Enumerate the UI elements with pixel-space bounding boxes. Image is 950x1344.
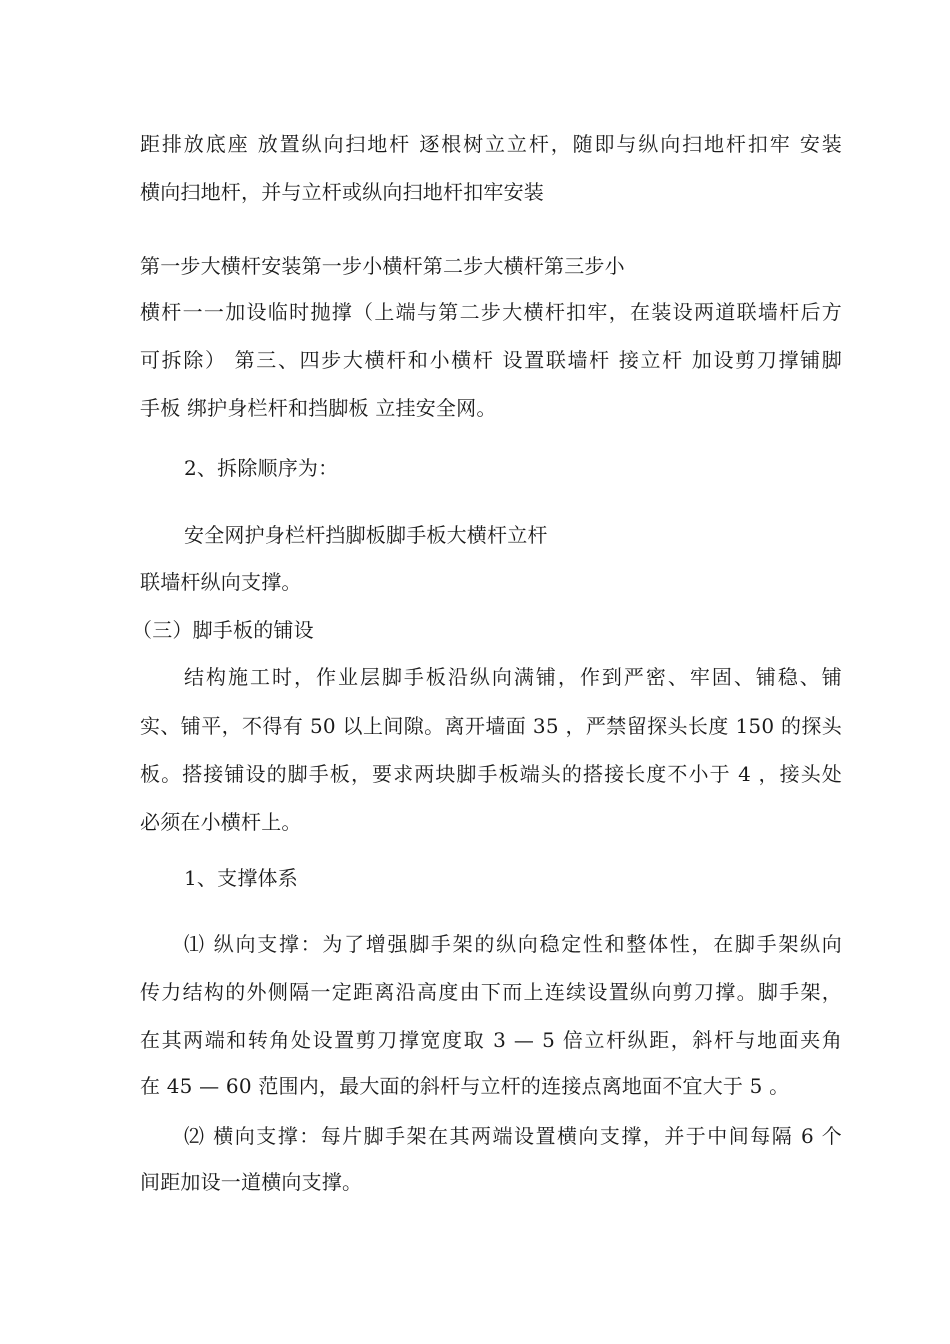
text-line: 第一步大横杆安装第一步小横杆第二步大横杆第三步小 bbox=[140, 254, 625, 278]
list-heading: 1、支撑体系 bbox=[184, 866, 298, 890]
text-line: 在 45 — 60 范围内，最大面的斜杆与立杆的连接点离地面不宜大于 5 。 bbox=[140, 1074, 790, 1098]
text-line: ⑴ 纵向支撑：为了增强脚手架的纵向稳定性和整体性，在脚手架纵向 bbox=[184, 932, 842, 956]
text-line: 在其两端和转角处设置剪刀撑宽度取 3 — 5 倍立杆纵距，斜杆与地面夹角 bbox=[140, 1028, 842, 1052]
text-line: 距排放底座 放置纵向扫地杆 逐根树立立杆，随即与纵向扫地杆扣牢 安装 bbox=[140, 132, 842, 156]
section-heading: （三）脚手板的铺设 bbox=[132, 618, 314, 642]
text-line: 联墙杆纵向支撑。 bbox=[140, 570, 302, 594]
text-line: 横杆一一加设临时抛撑（上端与第二步大横杆扣牢，在装设两道联墙杆后方 bbox=[140, 300, 842, 324]
text-line: 结构施工时，作业层脚手板沿纵向满铺，作到严密、牢固、铺稳、铺 bbox=[184, 665, 842, 689]
text-line: 手板 绑护身栏杆和挡脚板 立挂安全网。 bbox=[140, 396, 497, 420]
text-line: 间距加设一道横向支撑。 bbox=[140, 1170, 363, 1194]
list-heading: 2、拆除顺序为： bbox=[184, 456, 339, 480]
text-line: 横向扫地杆，并与立杆或纵向扫地杆扣牢安装 bbox=[140, 180, 544, 204]
text-line: 可拆除） 第三、四步大横杆和小横杆 设置联墙杆 接立杆 加设剪刀撑铺脚 bbox=[140, 348, 842, 372]
text-line: 安全网护身栏杆挡脚板脚手板大横杆立杆 bbox=[184, 523, 548, 547]
text-line: 必须在小横杆上。 bbox=[140, 810, 302, 834]
text-line: 实、铺平，不得有 50 以上间隙。离开墙面 35 ，严禁留探头长度 150 的探头 bbox=[140, 714, 842, 738]
text-line: 板。搭接铺设的脚手板，要求两块脚手板端头的搭接长度不小于 4 ，接头处 bbox=[140, 762, 842, 786]
text-line: ⑵ 横向支撑：每片脚手架在其两端设置横向支撑，并于中间每隔 6 个 bbox=[184, 1124, 842, 1148]
text-line: 传力结构的外侧隔一定距离沿高度由下而上连续设置纵向剪刀撑。脚手架， bbox=[140, 980, 842, 1004]
